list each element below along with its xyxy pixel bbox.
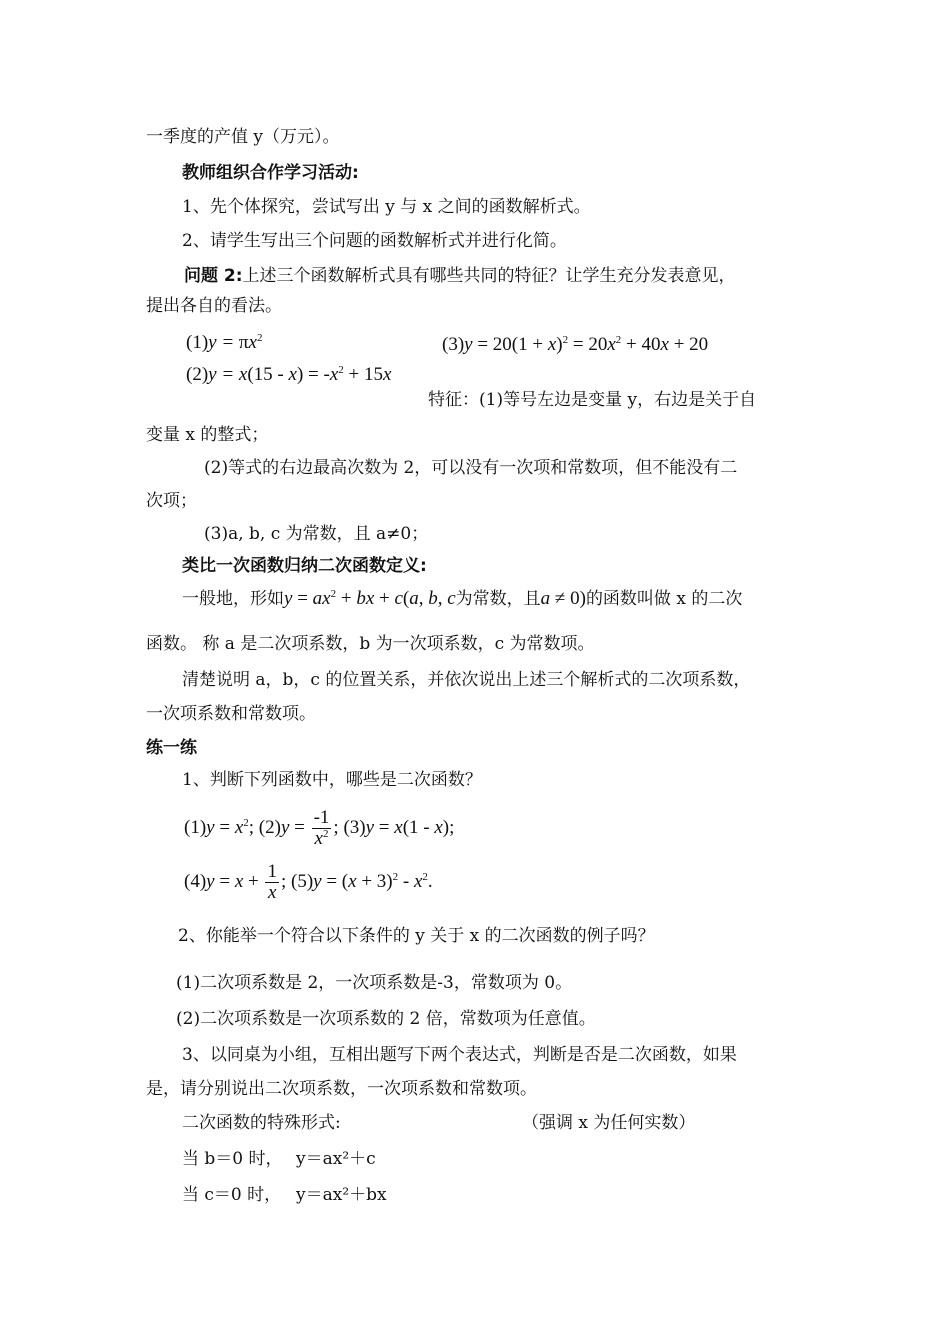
definition-suffix: 的函数叫做 x 的二次 [585,589,743,609]
text-line: 提出各自的看法。 [146,296,282,316]
text-line: 变量 x 的整式； [146,425,269,445]
text-line: 当 c＝0 时， [182,1185,282,1205]
text-line: 2、你能举一个符合以下条件的 y 关于 x 的二次函数的例子吗？ [178,926,655,946]
definition-formula: $y = ax^2$ + bx + c(a, b, c为常数，且a ≠ 0) [284,588,586,609]
heading-teacher-activity: 教师组织合作学习活动: [182,163,359,183]
text-line: 一次项系数和常数项。 [146,704,316,724]
question-2 [184,265,736,287]
exercise-formula-2: (4)y = x + $\frac{1}{x}$ ; $(5)y = (x + 3)^2 - x^2$. [184,861,433,903]
definition-prefix: 一般地，形如 [182,589,284,609]
heading-practice: 练一练 [146,738,197,758]
text-line: 二次函数的特殊形式: [182,1113,341,1133]
text-line: （强调 x 为任何实数） [522,1113,696,1133]
text-line: (2)等式的右边最高次数为 2，可以没有一次项和常数项，但不能没有二 [204,458,738,478]
text-line: 当 b＝0 时， [182,1149,283,1169]
heading-definition: 类比一次函数归纳二次函数定义: [182,556,427,576]
text-line: 2、请学生写出三个问题的函数解析式并进行化简。 [182,231,567,251]
text-line: 是，请分别说出二次项系数，一次项系数和常数项。 [146,1079,537,1099]
formula-1: $(1)y = \pi x^2$ [186,332,263,353]
text-line: 特征：(1)等号左边是变量 y，右边是关于自 [428,390,757,410]
question-2-text: 上述三个函数解析式具有哪些共同的特征？让学生充分发表意见， [242,266,736,286]
formula-case-c: y＝ax²＋bx [296,1185,387,1205]
text-line: 函数。 称 a 是二次项系数，b 为一次项系数，c 为常数项。 [146,634,595,654]
exercise-formula-1: $(1)y = x^2$; (2)y = $\frac{-1}{x^2}$ ; (3)y = x(1 - x); [184,807,455,849]
definition-line [182,588,742,610]
text-line: 次项； [146,491,197,511]
text-line: 3、以同桌为小组，互相出题写下两个表达式，判断是否是二次函数，如果 [182,1045,737,1065]
text-line: 清楚说明 a，b，c 的位置关系，并依次说出上述三个解析式的二次项系数， [182,670,751,690]
text-line: 1、先个体探究，尝试写出 y 与 x 之间的函数解析式。 [182,197,591,217]
formula-3: $(3)y = 20(1 + x)^2 = 20x^2 + 40x + 20$ [442,334,709,355]
formula-case-b: y＝ax²＋c [296,1149,376,1169]
text-line: (3)a, b, c 为常数，且 a≠0； [204,524,429,544]
text-line: (1)二次项系数是 2，一次项系数是-3，常数项为 0。 [176,973,573,993]
question-2-label: 问题 2: [184,266,243,286]
text-line: 一季度的产值 y（万元）。 [146,127,340,147]
formula-2: $(2)y = x(15 - x) = -x^2 + 15x$ [186,364,392,385]
text-line: (2)二次项系数是一次项系数的 2 倍，常数项为任意值。 [176,1009,596,1029]
text-line: 1、判断下列函数中，哪些是二次函数？ [182,770,482,790]
